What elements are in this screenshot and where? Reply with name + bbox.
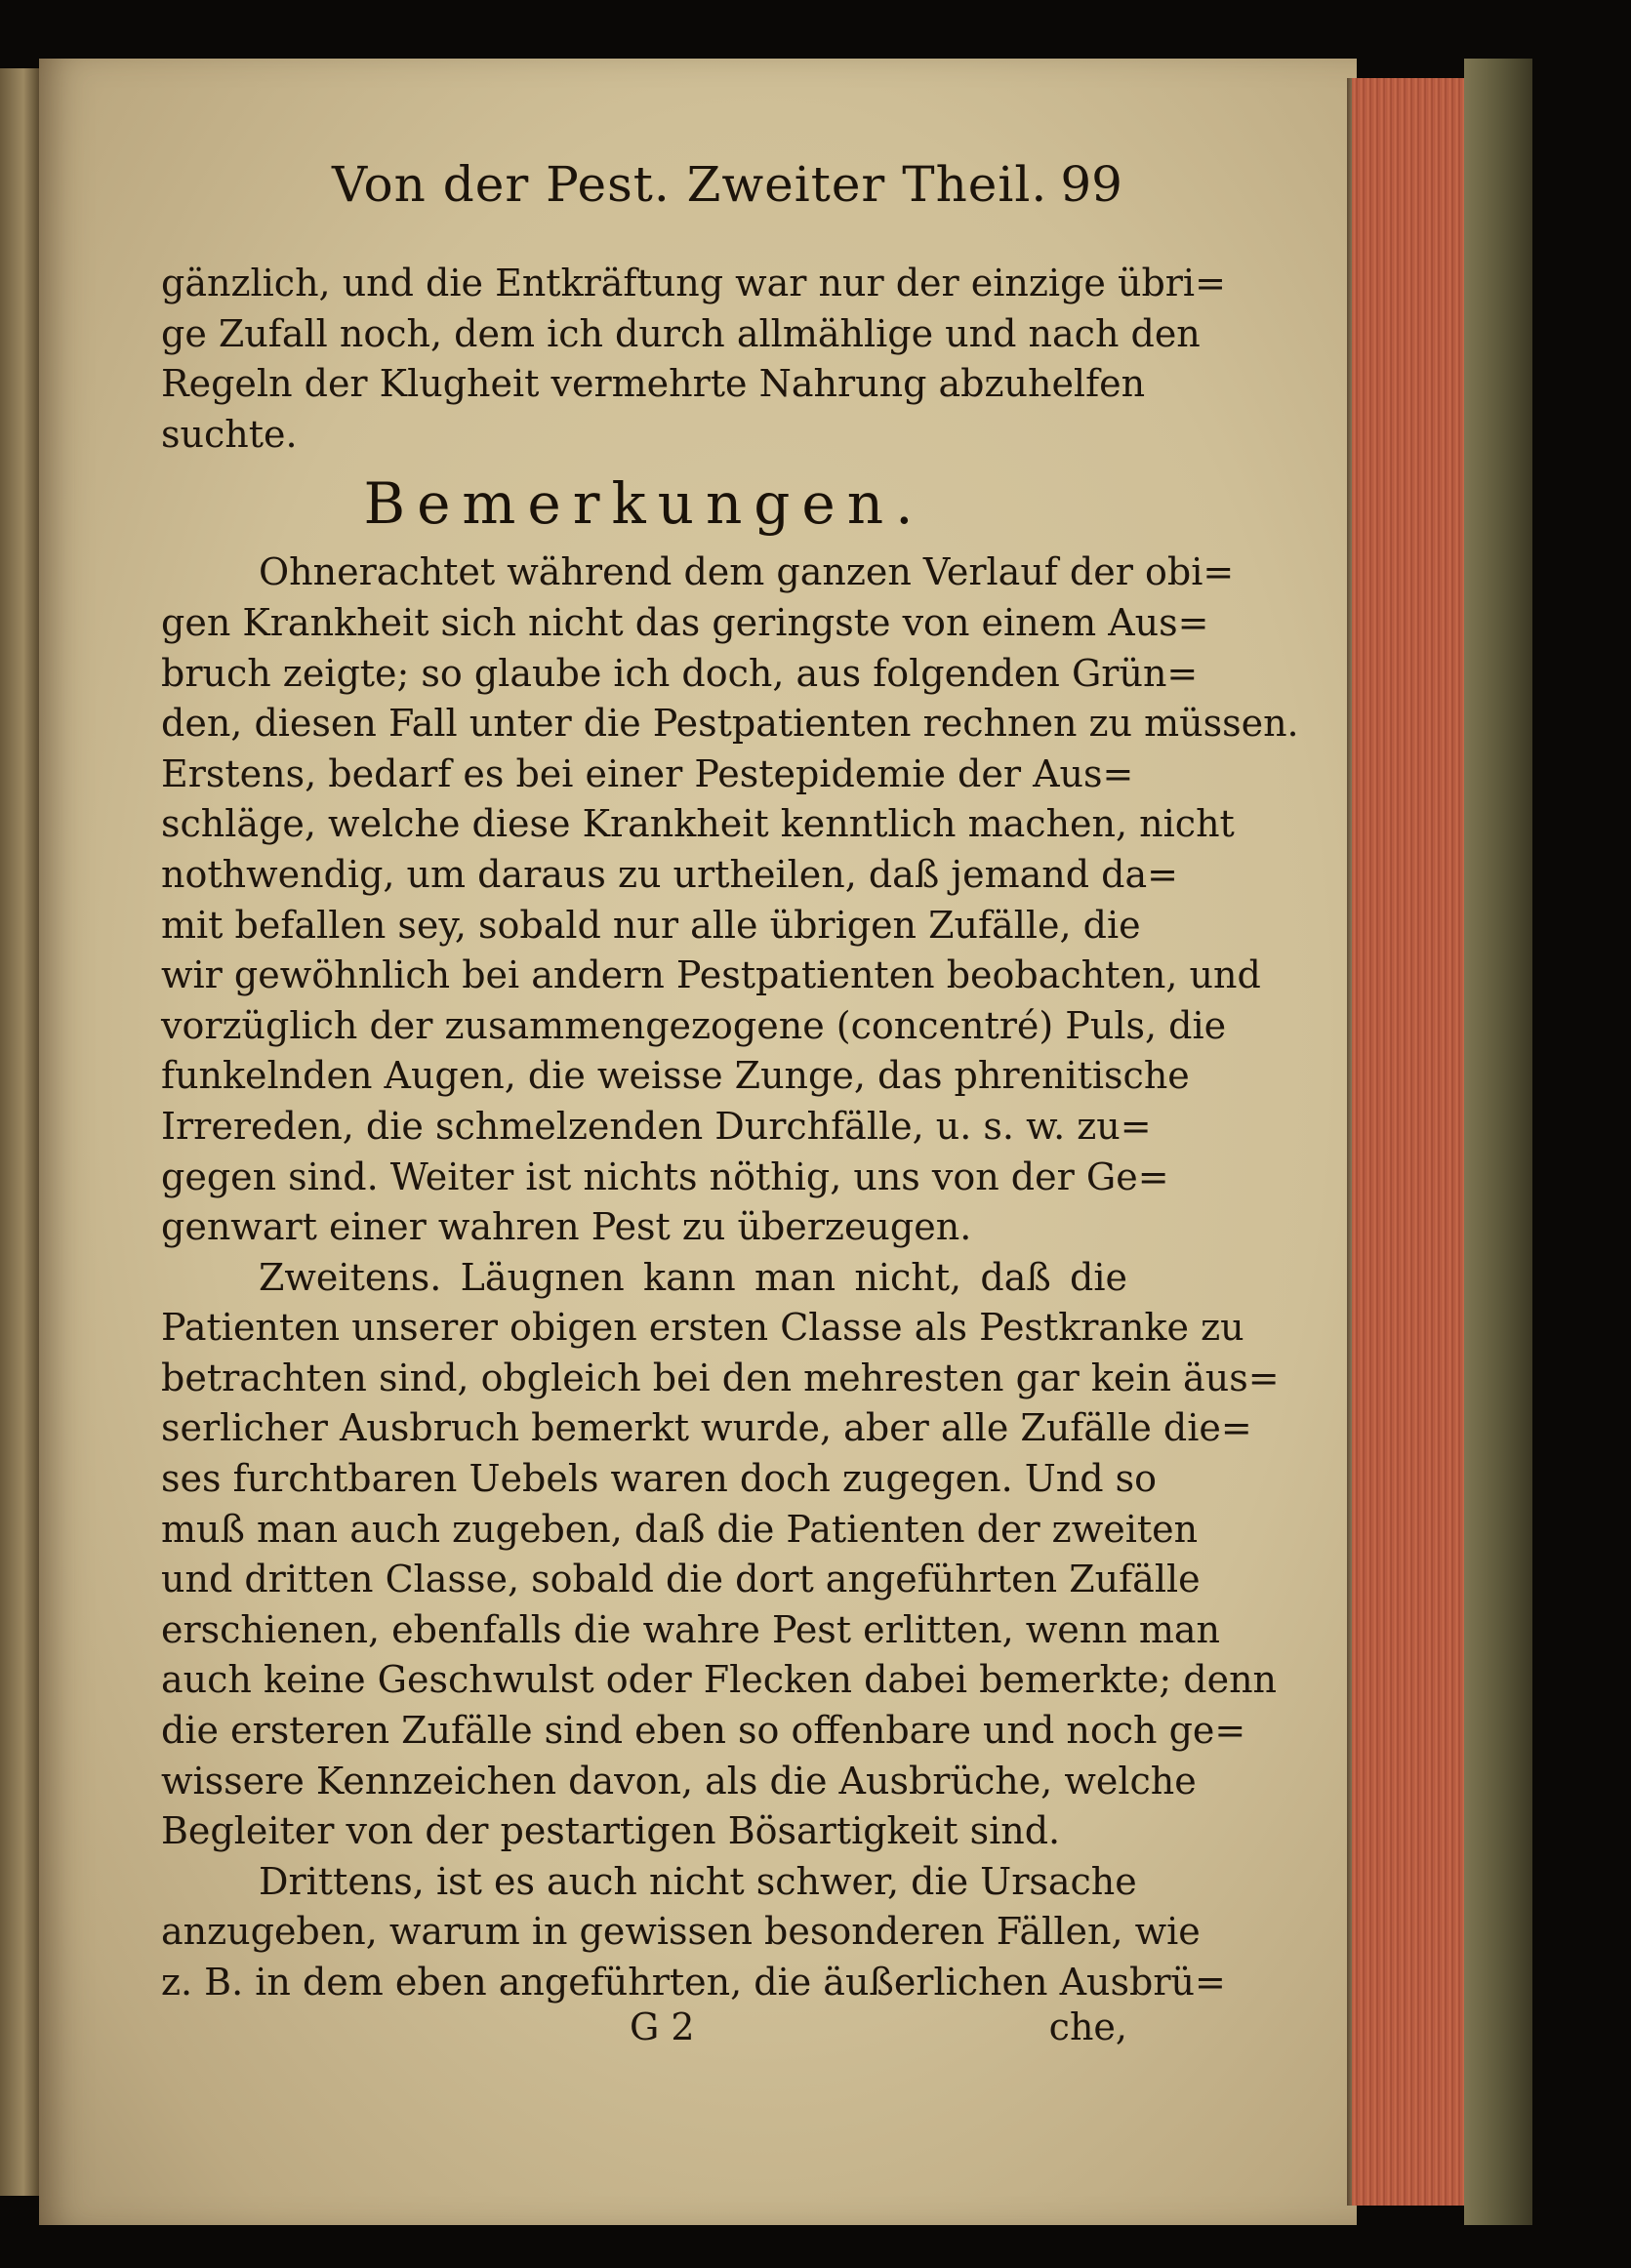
- book-cover-edge: [1464, 59, 1532, 2225]
- text-line: Regeln der Klugheit vermehrte Nahrung abzuhelfen: [161, 362, 1146, 406]
- text-line: z. B. in dem eben angeführten, die äußerlichen Ausbrü=: [161, 1961, 1226, 2004]
- text-line: Erstens, bedarf es bei einer Pestepidemie der Aus=: [161, 751, 1134, 795]
- text-line: betrachten sind, obgleich bei den mehresten gar kein äus=: [161, 1356, 1280, 1399]
- text-line: mit befallen sey, sobald nur alle übrigen Zufälle, die: [161, 903, 1141, 947]
- text-line: ses furchtbaren Uebels waren doch zugegen. Und so: [161, 1457, 1158, 1501]
- text-line: Irrereden, die schmelzenden Durchfälle, u. s. w. zu=: [161, 1104, 1152, 1148]
- text-line: gegen sind. Weiter ist nichts nöthig, uns von der Ge=: [161, 1154, 1169, 1198]
- text-line: schläge, welche diese Krankheit kenntlich machen, nicht: [161, 802, 1235, 846]
- body-text: [161, 259, 1299, 2008]
- text-line: serlicher Ausbruch bemerkt wurde, aber alle Zufälle die=: [161, 1406, 1252, 1450]
- text-line: Drittens, ist es auch nicht schwer, die Ursache: [259, 1859, 1137, 1903]
- left-page-edge: [0, 68, 39, 2196]
- text-line: die ersteren Zufälle sind eben so offenbare und noch ge=: [161, 1709, 1246, 1753]
- text-line: erschienen, ebenfalls die wahre Pest erlitten, wenn man: [161, 1607, 1220, 1651]
- text-line: suchte.: [161, 412, 298, 456]
- text-line: ge Zufall noch, dem ich durch allmählige und nach den: [161, 311, 1201, 355]
- page-footer: [161, 2005, 1127, 2054]
- text-line: funkelnden Augen, die weisse Zunge, das phrenitische: [161, 1054, 1190, 1098]
- text-line: Zweitens. Läugnen kann man nicht, daß die: [259, 1255, 1127, 1299]
- text-line: gänzlich, und die Entkräftung war nur der einzige übri=: [161, 262, 1226, 304]
- text-line: Patienten unserer obigen ersten Classe als Pestkranke zu: [161, 1306, 1244, 1350]
- text-line: und dritten Classe, sobald die dort angeführten Zufälle: [161, 1558, 1201, 1601]
- text-line: vorzüglich der zusammengezogene (concentré) Puls, die: [161, 1003, 1227, 1047]
- text-line: genwart einer wahren Pest zu überzeugen.: [161, 1205, 972, 1249]
- text-line: Ohnerachtet während dem ganzen Verlauf der obi=: [259, 550, 1235, 594]
- text-line: gen Krankheit sich nicht das geringste von einem Aus=: [161, 600, 1209, 644]
- signature-mark: G 2: [630, 2005, 695, 2048]
- text-line: Begleiter von der pestartigen Bösartigkeit sind.: [161, 1809, 1061, 1853]
- page-header: [166, 156, 1142, 224]
- text-line: nothwendig, um daraus zu urtheilen, daß jemand da=: [161, 852, 1178, 896]
- text-line: wir gewöhnlich bei andern Pestpatienten beobachten, und: [161, 953, 1261, 997]
- text-line: anzugeben, warum in gewissen besonderen Fällen, wie: [161, 1910, 1201, 1954]
- page-fore-edge: [1352, 78, 1469, 2206]
- running-head: Von der Pest. Zweiter Theil.: [332, 156, 1048, 213]
- text-line: auch keine Geschwulst oder Flecken dabei bemerkte; denn: [161, 1658, 1278, 1702]
- catchword: che,: [1048, 2005, 1127, 2048]
- text-line: bruch zeigte; so glaube ich doch, aus folgenden Grün=: [161, 651, 1199, 695]
- text-line: muß man auch zugeben, daß die Patienten der zweiten: [161, 1507, 1199, 1551]
- text-line: wissere Kennzeichen davon, als die Ausbrüche, welche: [161, 1759, 1197, 1802]
- text-line: den, diesen Fall unter die Pestpatienten rechnen zu müssen.: [161, 702, 1299, 746]
- page-number: 99: [1060, 156, 1122, 213]
- section-heading: Bemerkungen.: [363, 470, 925, 538]
